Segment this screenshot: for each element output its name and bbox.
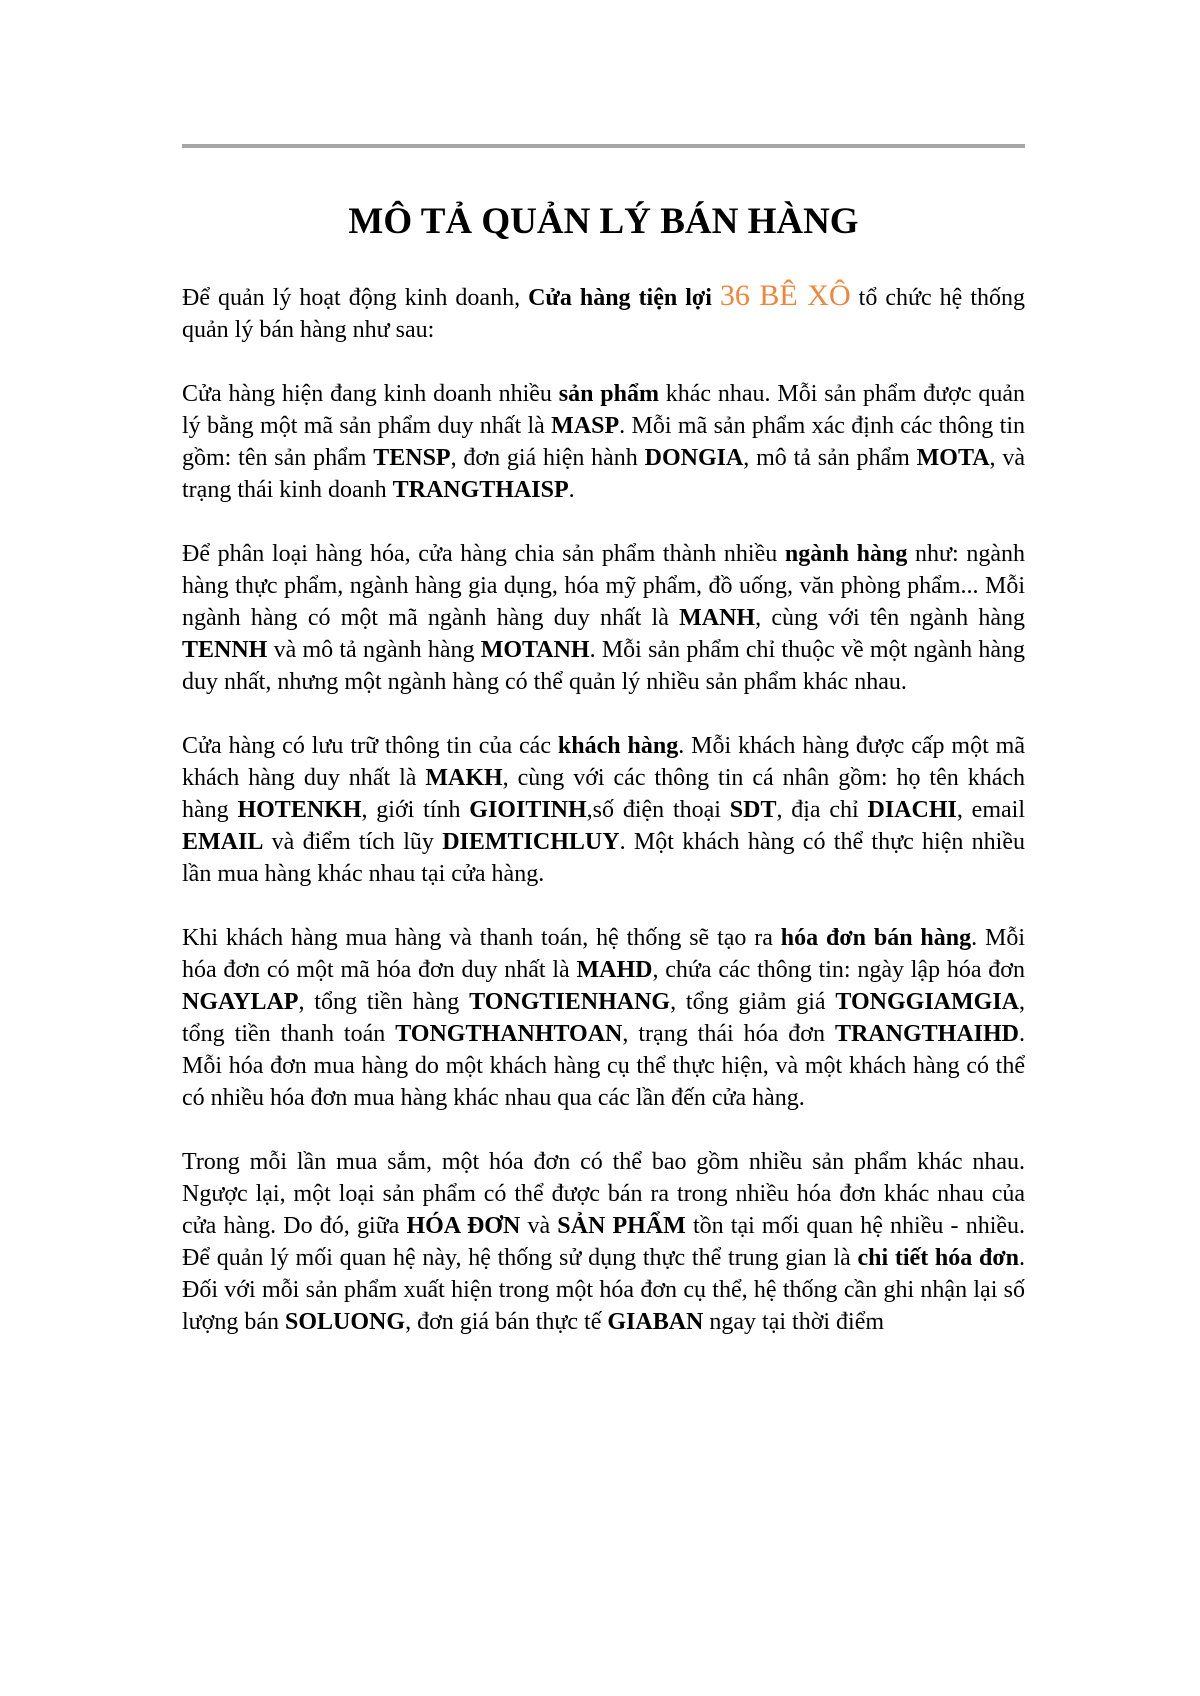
bold-term: EMAIL bbox=[182, 829, 264, 855]
text-run: Khi khách hàng mua hàng và thanh toán, hệ thống sẽ tạo ra bbox=[182, 925, 781, 951]
text-run: Để phân loại hàng hóa, cửa hàng chia sản phẩm thành nhiều bbox=[182, 541, 785, 567]
text-run bbox=[712, 285, 720, 311]
bold-term: MASP bbox=[551, 413, 620, 439]
text-run: . Mỗi mã sản phẩm xác định các thông tin gồm: tên sản phẩm bbox=[182, 413, 1025, 471]
text-run: khác nhau. Mỗi sản phẩm được quản lý bằng một mã sản phẩm duy nhất là bbox=[182, 381, 1026, 439]
bold-term: TONGGIAMGIA bbox=[835, 989, 1019, 1015]
text-run: , địa chỉ bbox=[776, 797, 868, 823]
bold-term: GIOITINH bbox=[469, 797, 587, 823]
bold-term: MANH bbox=[679, 605, 756, 631]
text-run: và điểm tích lũy bbox=[263, 829, 443, 855]
bold-term: TENNH bbox=[182, 637, 268, 663]
paragraph-intro bbox=[182, 280, 1025, 346]
text-run: tồn tại mối quan hệ nhiều - nhiều. Để quản lý mối quan hệ này, hệ thống sử dụng thực thể trung gian là bbox=[182, 1213, 1026, 1271]
text-run: như: ngành hàng thực phẩm, ngành hàng gia dụng, hóa mỹ phẩm, đồ uống, văn phòng phẩm... Mỗi ngành hàng có một mã ngành hàng duy nhất là bbox=[182, 541, 1026, 631]
bold-term: SẢN PHẨM bbox=[557, 1213, 686, 1239]
paragraph-invoices bbox=[182, 922, 1025, 1114]
header-rule bbox=[182, 144, 1025, 148]
paragraph-invoice-details bbox=[182, 1146, 1025, 1338]
paragraph-customers bbox=[182, 730, 1025, 890]
text-run: . Một khách hàng có thể thực hiện nhiều lần mua hàng khác nhau tại cửa hàng. bbox=[182, 829, 1026, 887]
bold-term: SOLUONG bbox=[285, 1309, 406, 1335]
text-run: . Đối với mỗi sản phẩm xuất hiện trong một hóa đơn cụ thể, hệ thống cần ghi nhận lại số lượng bán bbox=[182, 1245, 1026, 1335]
store-name: Cửa hàng tiện lợi bbox=[528, 285, 712, 311]
bold-term: DIEMTICHLUY bbox=[442, 829, 620, 855]
bold-term: hóa đơn bán hàng bbox=[780, 925, 972, 951]
text-run: và bbox=[520, 1213, 558, 1239]
text-run: Trong mỗi lần mua sắm, một hóa đơn có thể bao gồm nhiều sản phẩm khác nhau. Ngược lại, một loại sản phẩm có thể được bán ra trong nhiều hóa đơn khác nhau của cửa hàng. Do đó, giữa bbox=[182, 1149, 1025, 1239]
bold-term: khách hàng bbox=[557, 733, 679, 759]
text-run: , đơn giá hiện hành bbox=[450, 445, 645, 471]
bold-term: MOTANH bbox=[480, 637, 590, 663]
text-run: . Mỗi hóa đơn mua hàng do một khách hàng cụ thể thực hiện, và một khách hàng có thể có nhiều hóa đơn mua hàng khác nhau qua các lần đến cửa hàng. bbox=[182, 1021, 1025, 1111]
bold-term: MAKH bbox=[425, 765, 503, 791]
text-run: , trạng thái hóa đơn bbox=[622, 1021, 835, 1047]
text-run: tổ chức hệ thống quản lý bán hàng như sau: bbox=[182, 285, 1026, 343]
text-run: , cùng với các thông tin cá nhân gồm: họ tên khách hàng bbox=[182, 765, 1025, 823]
text-run: Để quản lý hoạt động kinh doanh, bbox=[182, 285, 529, 311]
text-run: , tổng tiền hàng bbox=[298, 989, 470, 1015]
bold-term: DIACHI bbox=[867, 797, 957, 823]
text-run: , email bbox=[956, 797, 1025, 823]
bold-term: HOTENKH bbox=[237, 797, 362, 823]
bold-term: TENSP bbox=[373, 445, 451, 471]
bold-term: TONGTIENHANG bbox=[469, 989, 671, 1015]
text-run: , chứa các thông tin: ngày lập hóa đơn bbox=[652, 957, 1025, 983]
bold-term: TRANGTHAISP bbox=[392, 477, 569, 503]
bold-term: DONGIA bbox=[644, 445, 744, 471]
bold-term: GIABAN bbox=[607, 1309, 704, 1335]
bold-term: MAHD bbox=[576, 957, 653, 983]
text-run: và mô tả ngành hàng bbox=[267, 637, 481, 663]
text-run: , cùng với tên ngành hàng bbox=[755, 605, 1026, 631]
text-run: , giới tính bbox=[361, 797, 470, 823]
document-body bbox=[182, 280, 1025, 1370]
bold-term: TRANGTHAIHD bbox=[834, 1021, 1019, 1047]
bold-term: ngành hàng bbox=[784, 541, 908, 567]
store-brand-accent: 36 BÊ XÔ bbox=[719, 279, 851, 312]
bold-term: NGAYLAP bbox=[182, 989, 299, 1015]
text-run: , tổng tiền thanh toán bbox=[182, 989, 1025, 1047]
text-run: ngay tại thời điểm bbox=[703, 1309, 885, 1335]
bold-term: chi tiết hóa đơn bbox=[857, 1245, 1020, 1271]
paragraph-categories bbox=[182, 538, 1025, 698]
text-run: ,số điện thoại bbox=[586, 797, 730, 823]
text-run: . Mỗi khách hàng được cấp một mã khách hàng duy nhất là bbox=[182, 733, 1026, 791]
text-run: , tổng giảm giá bbox=[670, 989, 836, 1015]
document-title: MÔ TẢ QUẢN LÝ BÁN HÀNG bbox=[348, 201, 859, 242]
text-run: , đơn giá bán thực tế bbox=[405, 1309, 608, 1335]
text-run: Cửa hàng hiện đang kinh doanh nhiều bbox=[182, 381, 559, 407]
text-run: Cửa hàng có lưu trữ thông tin của các bbox=[182, 733, 558, 759]
bold-term: SDT bbox=[729, 797, 777, 823]
bold-term: HÓA ĐƠN bbox=[406, 1213, 521, 1239]
bold-term: TONGTHANHTOAN bbox=[395, 1021, 623, 1047]
text-run: . Mỗi hóa đơn có một mã hóa đơn duy nhất là bbox=[182, 925, 1025, 983]
paragraph-products bbox=[182, 378, 1025, 506]
text-run: . bbox=[568, 477, 575, 503]
text-run: , và trạng thái kinh doanh bbox=[182, 445, 1026, 503]
text-run: . Mỗi sản phẩm chỉ thuộc về một ngành hàng duy nhất, nhưng một ngành hàng có thể quản lý nhiều sản phẩm khác nhau. bbox=[182, 637, 1025, 695]
bold-term: MOTA bbox=[916, 445, 990, 471]
bold-term: sản phẩm bbox=[558, 381, 659, 407]
text-run: , mô tả sản phẩm bbox=[743, 445, 917, 471]
